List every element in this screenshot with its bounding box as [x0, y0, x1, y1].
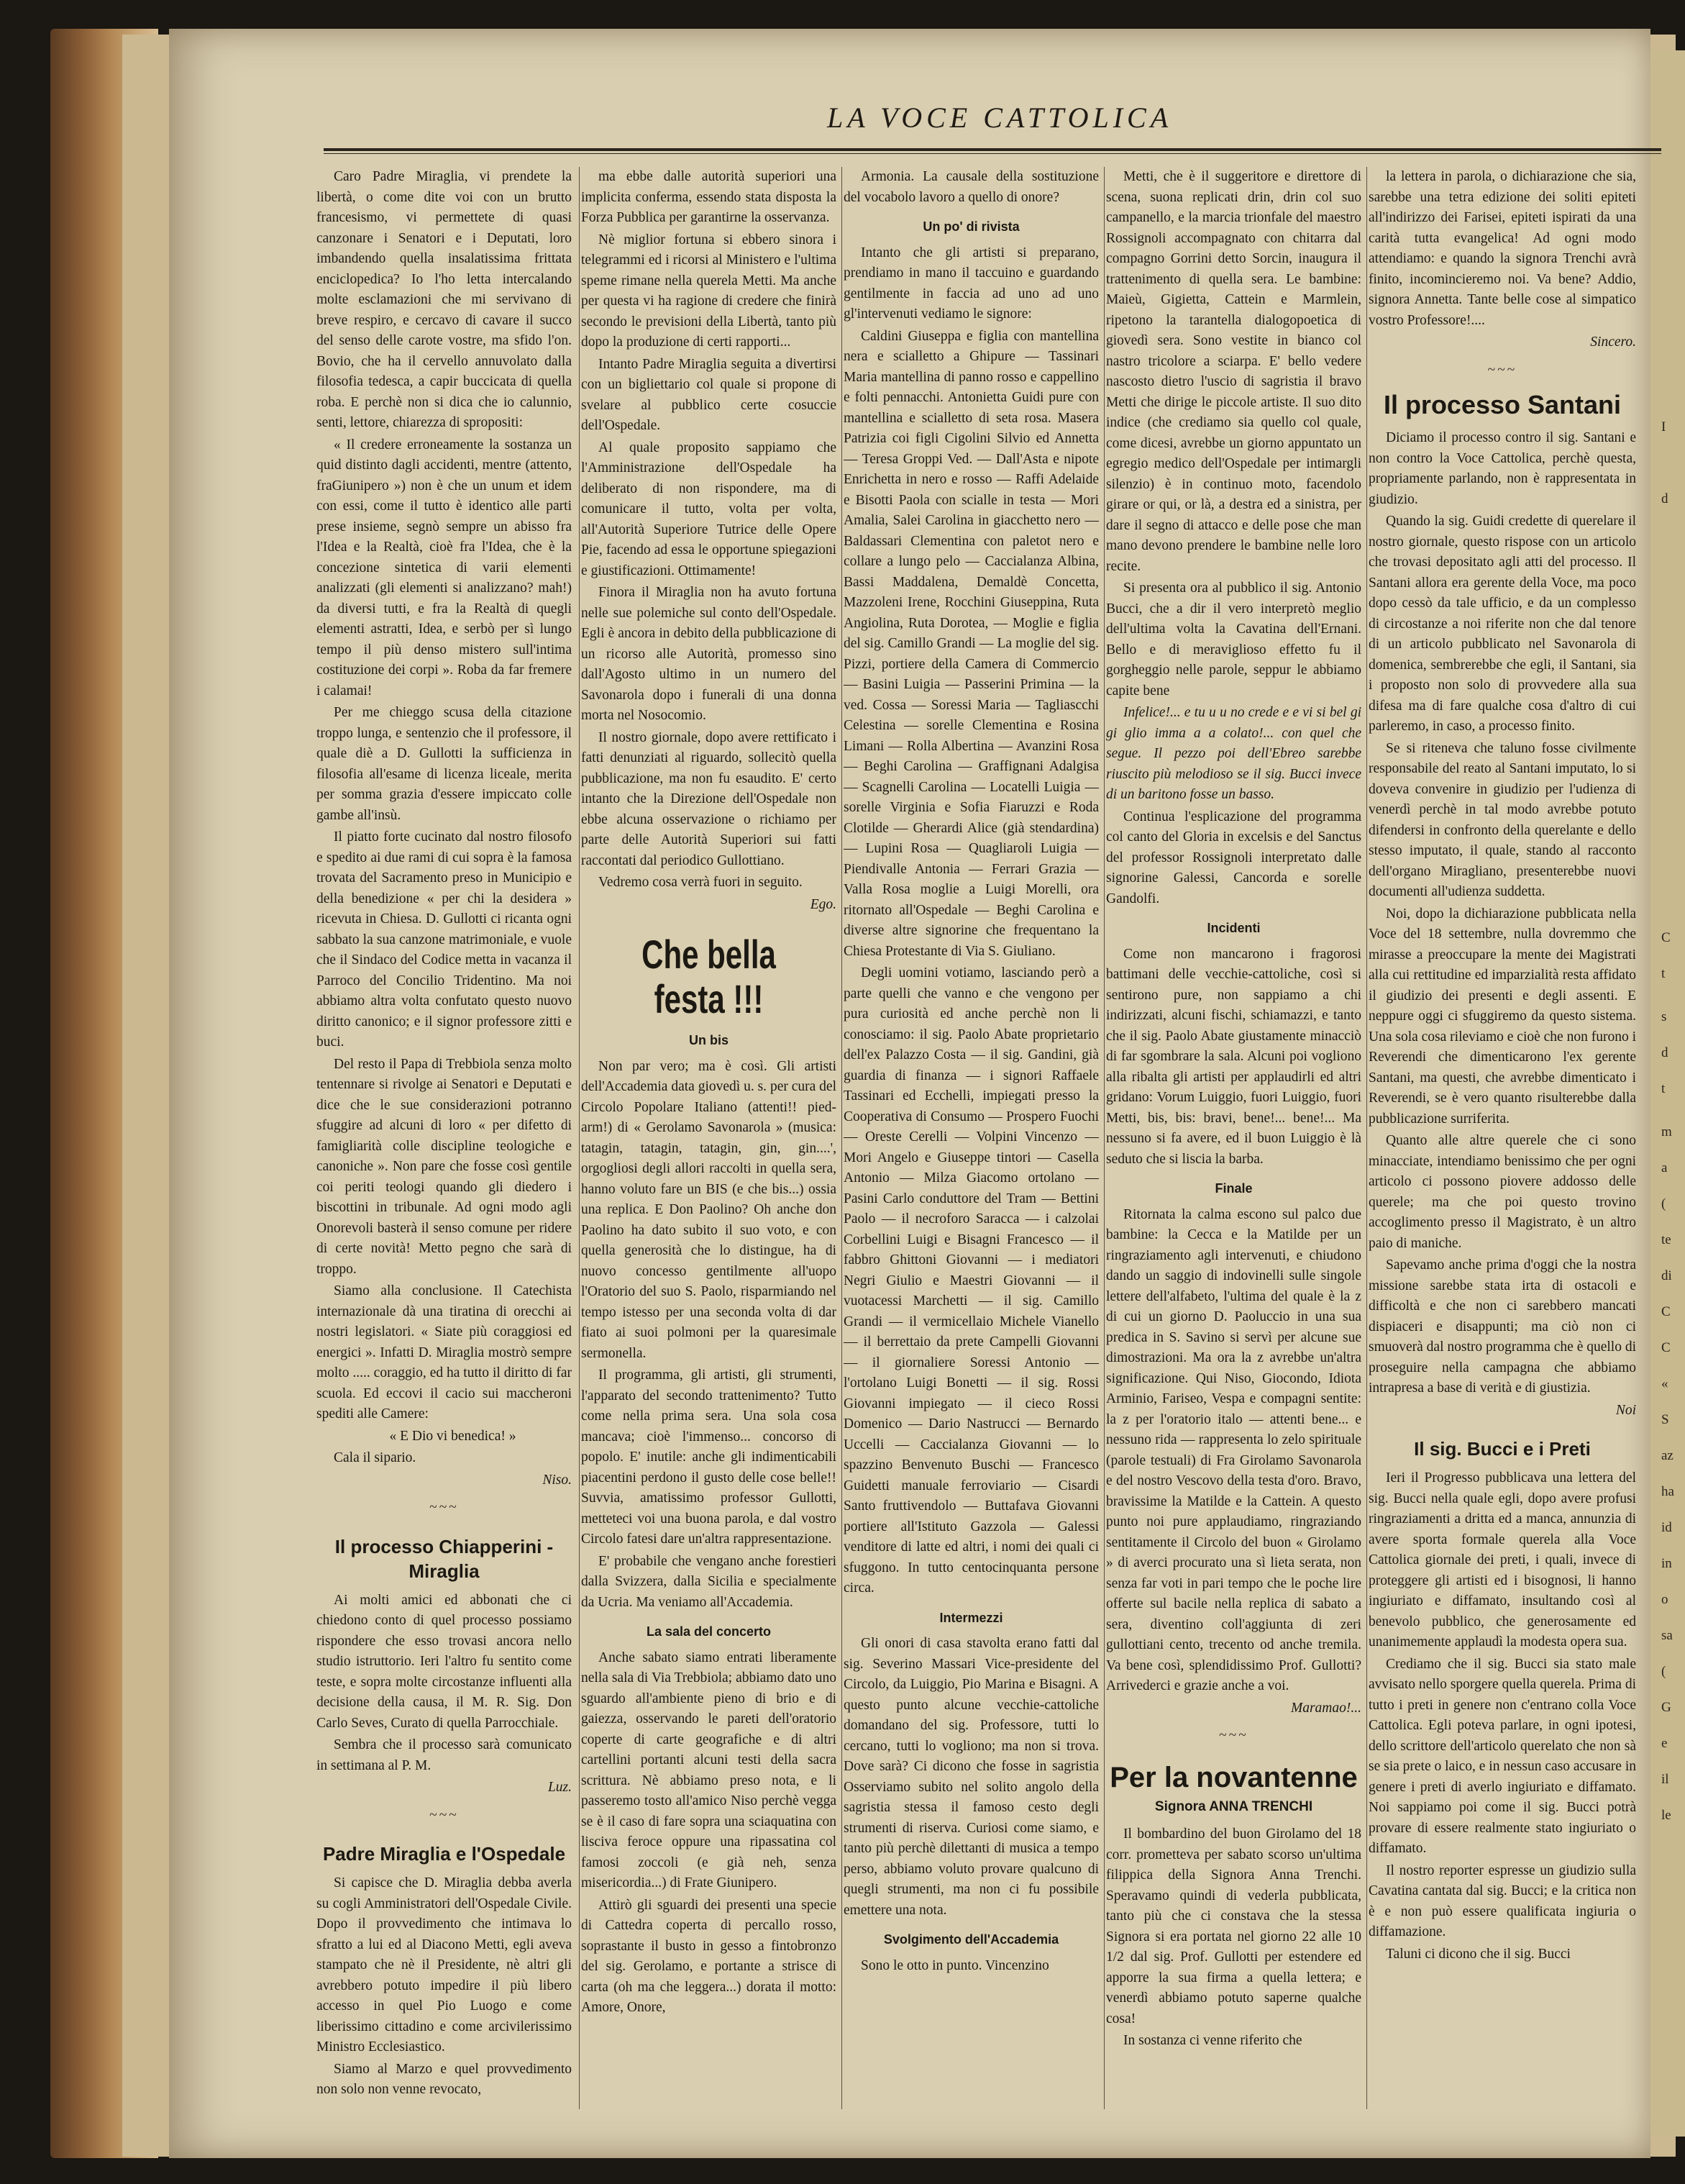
paragraph: Metti, che è il suggeritore e direttore di scena, suona replicati drin, drin col suo campanello, e la marcia trionfale del maestro Rossignoli accompagnato con chitarra dal compagno Gorrini detto Sorcin, inaugura il trattenimento di quella sera. Le bambine: Maieù, Gigietta, Cattein e Marmlein, ripetono la tarantella dialogopoetica di giovedì sera. Sono vestite in bianco col nastro tricolore a sciarpa. E' bello vedere nascosto dietro l'uscio di sagristia il bravo Metti che dirige le piccole artiste. Il suo dito indice (che crediamo sia quello col quale, come dicesi, avrebbe un giorno appuntato un egregio medico dell'Ospedale per intimargli silenzio) è in continuo moto, facendolo girare or qui, or là, a destra ed a sinistra, per dare il segno di attacco e delle pose che man mano devono prendere le bambine nelle loro recite. [1106, 169, 1361, 574]
paragraph: la lettera in parola, o dichiarazione che sia, sarebbe una tetra edizione dei soliti epiteti all'indirizzo dei Farisei, epiteti ispirati da una carità tutta evangelica! Ad ogni modo attendiamo: e quando la signora Trenchi avrà finito, incomincieremo noi. Va bene? Addio, signora Annetta. Tante belle cose al simpatico vostro Professore!.... [1369, 169, 1636, 328]
paragraph: Il programma, gli artisti, gli strumenti, l'apparato del secondo trattenimento? Tutto come nella prima sera. Una sola cosa mancava; cioè l'immenso... concorso di popolo. E' inutile: anche gli indimenticabili piacentini perdono il gusto delle cose belle!! Suvvia, amatissimo professor Gullotti, metteteci voi una buona parola, e dal vostro Circolo fatesi dare un'altra rappresentazione. [581, 1368, 836, 1547]
header-rule-thin [324, 153, 1661, 154]
paragraph: Come non mancarono i fragorosi battimani delle vecchie-cattoliche, così si sentirono pure, non sappiamo a chi indirizzati, alcuni fischi, schiamazzi, e tanto che il sig. Paolo Abate giustamente minacciò di far sgombrare la sala. Alcuni poi vogliono alla ribalta gli artisti per applaudirli ed altri gridano: Vorum Luiggio, fuori Luiggio, fuori Metti, bis, bis: bravi, bene!... bene!... Ma nessuno si fa avere, ed il buon Luiggio è là seduto che si liscia la barba. [1106, 946, 1361, 1167]
edge-fragment: az [1661, 1448, 1673, 1463]
edge-fragment: s [1661, 1009, 1667, 1024]
paragraph: Il piatto forte cucinato dal nostro filosofo e spedito ai due rami di cui sopra è la famosa trovata del Sacramento preso in Municipio e della benedizione « per chi la desidera » ricevuta in Chiesa. D. Gullotti ci ricanta ogni sabbato la sua canzone matrimoniale, e vuole che il Sindaco del Codice metta in vacanza il Parroco del Concilio Tridentino. Ma noi abbiamo altra volta confutato questo nuovo diritto canonico; e il signor professore zitti e buci. [316, 829, 572, 1050]
edge-fragment: id [1661, 1520, 1672, 1535]
paragraph: Noi, dopo la dichiarazione pubblicata nella Voce del 18 settembre, nulla dovremmo che mirasse a preoccupare la mente dei Magistrati alla cui rettitudine ed imparzialità resta affidato il giudizio dei presenti e degli assenti. E neppure oggi ci sfuggiremo da questo sistema. Una sola cosa rileviamo e cioè che non furono i Reverendi che dimenticarono l'ex gerente Santani, ma questi, che avrebbe dimenticato i Reverendi, se è vero quanto risulterebbe dalla pubblicazione surriferita. [1369, 906, 1636, 1127]
paragraph: Attirò gli sguardi dei presenti una specie di Cattedra coperta di percallo rosso, soprastante il busto in gesso a fintobronzo del sig. Gerolamo, e portante a strisce di carta (oh ma che leggera...) dorata il motto: Amore, Onore, [581, 1897, 836, 2015]
paragraph: Gli onori di casa stavolta erano fatti dal sig. Severino Massari Vice-presidente del Circolo, da Luiggio, Pio Marina e Bisagni. A questo punto alcune vecchie-cattoliche domandano del sig. Professore, tutti lo cercano, tutti lo vogliono; ma non si trova. Dove sarà? Ci dicono che fosse in sagristia Osserviamo subito nel solito angolo della sagristia stessa il famoso cesto degli strumenti di riserva. Curiosi come siamo, e tanto più perchè dilettanti di musica a tempo perso, abbiamo voluto provare qualcuno di quegli strumenti, ma non ci fu possibile emettere una nota. [844, 1636, 1099, 1918]
column-rule [579, 167, 580, 2109]
edge-fragment: C [1661, 930, 1671, 945]
paragraph: Caldini Giuseppa e figlia con mantellina nera e scialletto a Ghipure — Tassinari Maria mantellina di panno rosso e cappellino e folti pennacchi. Antonietta Guidi pure con mantellina e scialletto di seta rosa. Masera Patrizia coi figli Cigolini Silvio ed Annetta — Teresa Groppi Ved. — Dall'Asta e nipote Enrichetta in nero e rosso — Raffi Adelaide e Bisotti Paola con scialle in testa — Mori Amalia, Salei Carolina in giacchetto nero — Baldassari Clementina con paletot nero e collare a lungo pelo — Caccialanza Albina, Bassi Maddalena, Demaldè Concetta, Mazzoleni Irene, Rocchini Giuseppina, Ruta Angiolina, Ruta Dorotea, — Moglie e figlia del sig. Camillo Grandi — La moglie del sig. Pizzi, portiere della Camera di Commercio — Basini Luigia — Passerini Primina — la ved. Cossa — Soressi Maria — Tagliascchi Celestina — sorelle Clementina e Rosina Limani — Rolla Albertina — Avanzini Rosa — Beghi Carolina — Graffignani Adalgisa — Scagnelli Carolina — Locatelli Luigia — sorelle Virginia e Sofia Fiaruzzi e Roda Clotilde — Gherardi Alice (già stendardina) — Lupini Rosa — Quagliaroli Luigia — Piendivalle Antonia — Ferrari Grazia — Valla Rosa moglie a Luigi Morelli, ora ritornato all'Ospedale — Beghi Carolina e diverse altre signorine che frequentano la Chiesa Protestante di Via S. Giuliano. [844, 328, 1099, 959]
signature: Ego. [810, 896, 836, 912]
article-headline: Per la novantenne [1110, 1761, 1358, 1793]
paragraph: Sono le otto in punto. Vincenzino [861, 1957, 1049, 1973]
paragraph: Siamo al Marzo e quel provvedimento non solo non venne revocato, [316, 2061, 572, 2097]
paragraph: Si presenta ora al pubblico il sig. Antonio Bucci, che a dir il vero interpretò meglio dell'ultima volta la Cavatina dell'Ernani. Bello e di meraviglioso effetto fu il gorgheggio nelle parole, seppur le abbiamo capite bene [1106, 581, 1361, 699]
column-4 [1106, 167, 1361, 2131]
edge-fragment: C [1661, 1304, 1671, 1319]
paragraph: Ieri il Progresso pubblicava una lettera del sig. Bucci nella quale egli, dopo avere profusi ringraziamenti a dritta ed a manca, annunzia di avere sporta formale querela alla Voce Cattolica giornale dei preti, i quali, invece di proteggere gli artisti ed i bisognosi, li hanno ingiuriato e diffamato, insultando così al benevolo pubblico, che generosamente ed unanimemente applaudì la modesta opera sua. [1369, 1470, 1636, 1650]
edge-fragment: d [1661, 1045, 1668, 1060]
paragraph: Armonia. La causale della sostituzione del vocabolo lavoro a quello di onore? [844, 169, 1099, 205]
article-headline: Che bella festa !!! [641, 932, 776, 1022]
paragraph: Crediamo che il sig. Bucci sia stato male avvisato nello sporgere quella querela. Prima di tutto i preti in genere non c'entrano colla Voce Cattolica. Egli poteva parlare, in ogni ipotesi, dello scrittore dell'articolo querelato che non sà se sia prete o laico, e in nessun caso accusare in genere i preti di averlo ingiuriato e diffamato. Noi sappiamo poi come il sig. Bucci potrà provare di essere realmente stato ingiuriato o diffamato. [1369, 1656, 1636, 1856]
column-1 [316, 167, 572, 2131]
paragraph: Intanto che gli artisti si preparano, prendiamo in mano il taccuino e guardando gentilmente in faccia ad uno ad uno gl'intervenuti vediamo le signore: [844, 245, 1099, 322]
paragraph: Ai molti amici ed abbonati che ci chiedono conto di quel processo possiamo rispondere che esso trovasi ancora nello studio istruttorio. Ieri l'altro fu sentito come teste, e sopra molte circostanze influenti alla decisione della causa, il M. R. Sig. Don Carlo Seves, Curato di quella Parrocchiale. [316, 1592, 572, 1731]
paragraph: ma ebbe dalle autorità superiori una implicita conferma, essendo stata disposta la Forza Pubblica per garantirne la osservanza. [581, 169, 836, 225]
paragraph: Degli uomini votiamo, lasciando però a parte quelli che vanno e che vengono per pura curiosità ed anche perchè non li conosciamo: il sig. Paolo Abate proprietario dell'ex Palazzo Costa — il sig. Gandini, già guardia di finanza — i signori Raffaele Tassinari ed Ecchelli, impiegati presso la Cooperativa di Consumo — Prospero Fuochi — Oreste Cerelli — Volpini Vincenzo — Mori Angelo e Giuseppe tintori — Casella Antonio — Milza Giacomo ortolano — Pasini Carlo conduttore del Tram — Bettini Paolo — il necroforo Saracca — i calzolai Corbellini Luigi e Bisagni Francesco — il fabbro Ghittoni Giovanni — i mediatori Negri Giulio e Maestri Giovanni — il vuotacessi Marchetti — il sig. Camillo Grandi — il vermicellaio Michele Vianello — il berrettaio da prete Campelli Giovanni — il giornaliere Soressi Antonio — l'ortolano Luigi Bonetti — il sig. Rossi Giovanni impiegato — il cieco Rossi Domenico — Dario Nastrucci — Bernardo Uccelli — Caccialanza Giovanni — lo spazzino Benvenuto Buschi — Francesco Guidetti manuale ferroviario — Cisardi Santo fruttivendolo — Buttafava Giovanni portiere all'Istituto Gazzola — Galessi venditore di latte ed altri, i nomi dei quali ci sfuggono. In tutto centocinquanta persone circa. [844, 965, 1099, 1596]
article-headline: Il processo Santani [1383, 390, 1622, 419]
edge-fragment: te [1661, 1232, 1671, 1247]
paragraph: E' probabile che vengano anche forestieri dalla Svizzera, dalla Sicilia e specialmente da Ucria. Ma veniamo all'Accademia. [581, 1553, 836, 1610]
paragraph: Si capisce che D. Miraglia debba averla su cogli Amministratori dell'Ospedale Civile. Dopo il provvedimento che intimava lo sfratto a lui ed al Diacono Metti, egli aveva stampato che nè il Presidente, nè altri gli avrebbero potuto impedire il più libero accesso in quel Pio Luogo e come liberissimo cittadino e come arcivilerissimo Ministro Ecclesiastico. [316, 1875, 572, 2055]
paragraph: Siamo alla conclusione. Il Catechista internazionale dà una tiratina di orecchi ai nostri legislatori. « Siate più coraggiosi ed energici ». Infatti D. Miraglia mostrò sempre molto ..... coraggio, ed ha tutto il diritto di far scuola. Ed eccovi il cacio sui maccheroni spediti alle Camere: [316, 1283, 572, 1421]
section-heading: Svolgimento dell'Accademia [883, 1932, 1059, 1947]
paragraph: Nè miglior fortuna si ebbero sinora i telegrammi ed i ricorsi al Ministero e l'ultima speme rimane nella querela Metti. Ma anche per questa vi ha ragione di credere che finirà secondo le previsioni della Libertà, tanto più dopo la produzione di certi rapporti... [581, 232, 836, 350]
paragraph: Quanto alle altre querele che ci sono minacciate, intendiamo benissimo che per ogni articolo ci possono piovere addosso delle querele; ma che poi questo trovino accoglimento presso il Magistrato, è un altro paio di maniche. [1369, 1133, 1636, 1251]
column-rule [1104, 167, 1105, 2109]
edge-fragment: ha [1661, 1484, 1674, 1499]
paragraph: « E Dio vi benedica! » [389, 1428, 516, 1444]
ornament-divider: ~~~ [1219, 1728, 1248, 1743]
paragraph: In sostanza ci venne riferito che [1123, 2033, 1302, 2048]
paragraph: Non par vero; ma è così. Gli artisti dell'Accademia data giovedì u. s. per cura del Circolo Popolare Italiano (attenti!! pied-arm!) di « Gerolamo Savonarola » (musica: tatagin, tatagin, tatagin, gin, gin....', orgogliosi degli allori raccolti in quella sera, hanno voluto fare un BIS (e che bis...) ossia una replica. E Don Paolino? Oh anche don Paolino ha dato subito il suo voto, e con quella generosità che lo distingue, ha di nuovo concesso gentilmente all'uopo l'Oratorio del suo S. Paolo, risparmiando nel tempo istesso per una seconda volta di dar fiato ai suoi polmoni per la quaresimale sermonella. [581, 1058, 836, 1361]
section-heading: Intermezzi [939, 1610, 1003, 1625]
paragraph: Il bombardino del buon Girolamo del 18 corr. prometteva per sabato scorso un'ultima filippica della Signora Anna Trenchi. Speravamo quindi di vederla pubblicata, tanto più che ci constava che la stessa Signora si era portata nel giorno 22 alle 10 1/2 dal sig. Prof. Gullotti per estendere ed apporre la sua firma a quella lettera; e venerdì abbiamo potuto saperne qualche cosa! [1106, 1826, 1361, 2026]
paragraph: Del resto il Papa di Trebbiola senza molto tentennare si rivolge ai Senatori e Deputati e dice che le sue considerazioni potranno sfuggire ad alcuni di loro « per difetto di famigliarità colle discipline teologiche e canoniche ». Non pare che fosse così gentile coi periti teologi quando gli diedero i biscottini in tribunale. Ad ogni modo agli Onorevoli basterà il senso comune per ridere di certe novità! Metto pegno che sarà di troppo. [316, 1056, 572, 1277]
paragraph: Infelice!... e tu u u no crede e e vi si bel gi gi glio imma a a colato!... con quel che segue. Il pezzo poi dell'Ebreo sarebbe riuscito più melodioso se il sig. Bucci invece di un baritono fosse un basso. [1106, 705, 1361, 802]
paragraph: Continua l'esplicazione del programma col canto del Gloria in excelsis e del Sanctus del professor Rossignoli interpretato dalle signorine Galessi, Cancorda e sorelle Gandolfi. [1106, 809, 1361, 906]
paragraph: Anche sabato siamo entrati liberamente nella sala di Via Trebbiola; abbiamo dato uno sguardo all'ambiente pieno di brio e di gaiezza, osservando le pareti dell'oratorio coperte di carte geografiche e di altri cartellini portanti alcuni testi della sacra scrittura. Nè abbiamo preso nota, e li passeremo tosto all'amico Niso perchè vegga se è il caso di fare sopra una sciaquatina con lisciva feroce oppure una ripassatina col famosi zoccoli (e già neh, senza misericordia...) di Frate Giunipero. [581, 1650, 836, 1890]
article-heading: Il sig. Bucci e i Preti [1414, 1438, 1591, 1460]
paragraph: Cala il sipario. [334, 1450, 416, 1465]
paragraph: Se si riteneva che taluno fosse civilmente responsabile del reato al Santani imputato, lo si doveva convenire in giudizio per l'udienza di venerdì perchè in tal modo avrebbe potuto difendersi in confronto della querelante e dello stesso imputato, il quale, stando al racconto dell'organo Miragliano, presenterebbe nuovi documenti all'udienza suddetta. [1369, 740, 1636, 899]
edge-fragment: ( [1661, 1664, 1666, 1679]
edge-fragment: I [1661, 419, 1666, 434]
edge-fragment: G [1661, 1700, 1671, 1715]
paragraph: Il nostro reporter espresse un giudizio sulla Cavatina cantata dal sig. Bucci; e la critica non è e non può essere qualificata ingiuria o diffamazione. [1369, 1862, 1636, 1939]
paragraph: Ritornata la calma escono sul palco due bambine: la Cecca e la Matilde per un ringraziamento agli intervenuti, e chiudono dando un saggio di indovinelli sulle singole lettere dell'alfabeto, l'ultima del quale è la z di cui un giorno D. Paoluccio in una sua predica in S. Savino si servì per alcune sue dimostrazioni. Ma ora la z avrebbe un'altra significazione. Qui Niso, Giocondo, Idiota Arminio, Fariseo, Vespa e compagni sentite: la z per l'oratorio italo — attenti bene... e nessuno rida — rappresenta lo zelo spirituale (parole testuali) di Fra Girolamo Savonarola e del nostro Vescovo della testa d'oro. Bravo, bravissime la Matilde e la Cattein. A questo punto noi pure applaudiamo, ringraziando sentitamente il Circolo del buon « Girolamo » di averci procurato una sì lieta serata, non senza far voti in pari tempo che le poche lire offerte sul bacile nella replica di sabato a sera, diventino coll'aggiunta di zeri gullottiani cento, trecento od anche tremila. Va bene così, splendidissimo Prof. Gullotti? Arrivederci e grazie anche a voi. [1106, 1206, 1361, 1693]
section-heading: Incidenti [1207, 921, 1261, 935]
paragraph: « Il credere erroneamente la sostanza un quid distinto dagli accidenti, mentre (attento, fraGiunipero ») non è che un unum et idem con essi, come il tutto è identico alle parti prese insieme, segnò sempre un abisso fra l'Idea e la Realtà, cioè fra l'Idea, che è la concezione sintetica di varii elementi analizzati (gli elementi si analizzano? mah!) da diversi tutti, e fra la Realtà di quegli elementi astratti, Idea, e serbò per sì lungo tempo il più denso mistero sull'intima costituzione dei corpi ». Roba da far fremere i calamai! [316, 437, 572, 699]
article-heading: Padre Miraglia e l'Ospedale [322, 1843, 566, 1865]
article-subheading: Signora ANNA TRENCHI [1154, 1798, 1313, 1814]
header-rule [324, 148, 1661, 151]
paragraph: Diciamo il processo contro il sig. Santani e non contro la Voce Cattolica, perchè questa, propriamente parlando, non è rappresentata in giudizio. [1369, 430, 1636, 507]
masthead: LA VOCE CATTOLICA [827, 101, 1173, 134]
edge-fragment: m [1661, 1124, 1672, 1139]
edge-fragment: t [1661, 966, 1666, 981]
column-rule [1366, 167, 1367, 2109]
edge-fragment: sa [1661, 1628, 1673, 1643]
paragraph: Al quale proposito sappiamo che l'Amministrazione dell'Ospedale ha deliberato di non rispondere, ma di comunicare il tutto, volta per volta, all'Autorità Superiore Tutrice delle Opere Pie, facendo ad essa le opportune spiegazioni e giustificazioni. Ottimamente! [581, 440, 836, 578]
edge-fragment: S [1661, 1412, 1669, 1427]
paragraph: Sembra che il processo sarà comunicato in settimana al P. M. [316, 1737, 572, 1773]
paragraph: Finora il Miraglia non ha avuto fortuna nelle sue polemiche sul conto dell'Ospedale. Egli è ancora in debito della pubblicazione di un ricorso alle Autorità, promesso sino dall'Agosto ultimo in un numero del Savonarola dopo i funerali di una donna morta nel Nosocomio. [581, 585, 836, 723]
edge-fragment: d [1661, 491, 1668, 506]
section-heading: Finale [1215, 1181, 1253, 1196]
article-heading: Il processo Chiapperini - Miraglia [334, 1535, 554, 1582]
paragraph: Sapevamo anche prima d'oggi che la nostra missione sarebbe stata irta di ostacoli e difficoltà e che non ci sarebbero mancati dispiaceri e disappunti; ma ciò non ci smuoverà dal nostro programma che è quello di proseguire nella campagna che abbiamo intrapresa a base di verità e di giustizia. [1369, 1257, 1636, 1396]
edge-fragment: le [1661, 1808, 1671, 1823]
paragraph: Per me chieggo scusa della citazione troppo lunga, e sentenzio che il professore, il quale diè a D. Gullotti la sufficienza in filosofia all'esame di licenza liceale, merita per somma grazia d'essere impiccato colle gambe all'insù. [316, 705, 572, 823]
paragraph: Quando la sig. Guidi credette di querelare il nostro giornale, questo rispose con un articolo che trovasi depositato agli atti del processo. Il Santani allora era gerente della Voce, ma poco dopo cessò da tale ufficio, e da un complesso di circostanze a noi riferite non che dal tenore di un articolo pubblicato nel Savonarola di domenica, sembrerebbe che egli, il Santani, sia i proposto non solo di provvedere alla sua difesa ma di fare qualche cosa d'altro di cui parleremo, in caso, a processo finito. [1369, 514, 1636, 734]
column-2 [581, 167, 836, 2131]
signature: Niso. [542, 1472, 572, 1488]
paragraph: Caro Padre Miraglia, vi prendete la libertà, o come dite voi con un brutto francesismo, vi permettete di quasi canzonare i Senatori e i Deputati, loro imbandendo quella insalatissima frittata enciclopedica? Io l'ho letta intercalando molte esclamazioni che mi servivano di breve respiro, e cercavo di cavare il succo del senso delle carote vostre, ma sfido l'on. Bovio, che ha il cervello annuvolato dalla filosofia tedesca, a capir buccicata di quella roba. E perchè non si dica che io calunnio, senti, lettore, chiarezza di spropositi: [316, 169, 572, 430]
signature: Luz. [547, 1780, 572, 1795]
edge-fragment: « [1661, 1376, 1668, 1391]
edge-fragment: C [1661, 1340, 1671, 1355]
paragraph: Il nostro giornale, dopo avere rettificato i fatti denunziati al riguardo, sollecitò quella pubblicazione, ma non fu esaudito. E' certo intanto che la Direzione dell'Ospedale non ebbe alcuna osservazione o richiamo per parte delle Autorità Superiori sui fatti raccontati dal periodico Gullottiano. [581, 729, 836, 868]
section-heading: La sala del concerto [646, 1624, 772, 1639]
paragraph: Vedremo cosa verrà fuori in seguito. [598, 875, 803, 890]
edge-fragment: e [1661, 1736, 1668, 1751]
signature: Noi [1615, 1402, 1636, 1418]
paragraph: Taluni ci dicono che il sig. Bucci [1386, 1946, 1571, 1962]
ornament-divider: ~~~ [1487, 362, 1517, 378]
section-heading: Un bis [688, 1033, 729, 1047]
ornament-divider: ~~~ [429, 1500, 459, 1515]
edge-fragment: di [1661, 1268, 1672, 1283]
edge-fragment: il [1661, 1772, 1669, 1787]
edge-fragment: ( [1661, 1196, 1666, 1211]
paragraph: Intanto Padre Miraglia seguita a divertirsi con un bigliettario col quale si propone di svelare al pubblico certe cosuccie dell'Ospedale. [581, 356, 836, 433]
column-3 [844, 167, 1099, 2131]
section-heading: Un po' di rivista [923, 219, 1020, 234]
ornament-divider: ~~~ [429, 1807, 459, 1823]
column-5 [1369, 167, 1636, 2131]
edge-fragment: in [1661, 1556, 1672, 1571]
signature: Sincero. [1590, 335, 1636, 350]
column-rule [841, 167, 842, 2109]
edge-fragment: a [1661, 1160, 1668, 1175]
edge-fragment: o [1661, 1592, 1668, 1607]
edge-fragment: t [1661, 1081, 1666, 1096]
signature: Maramao!... [1290, 1700, 1361, 1716]
